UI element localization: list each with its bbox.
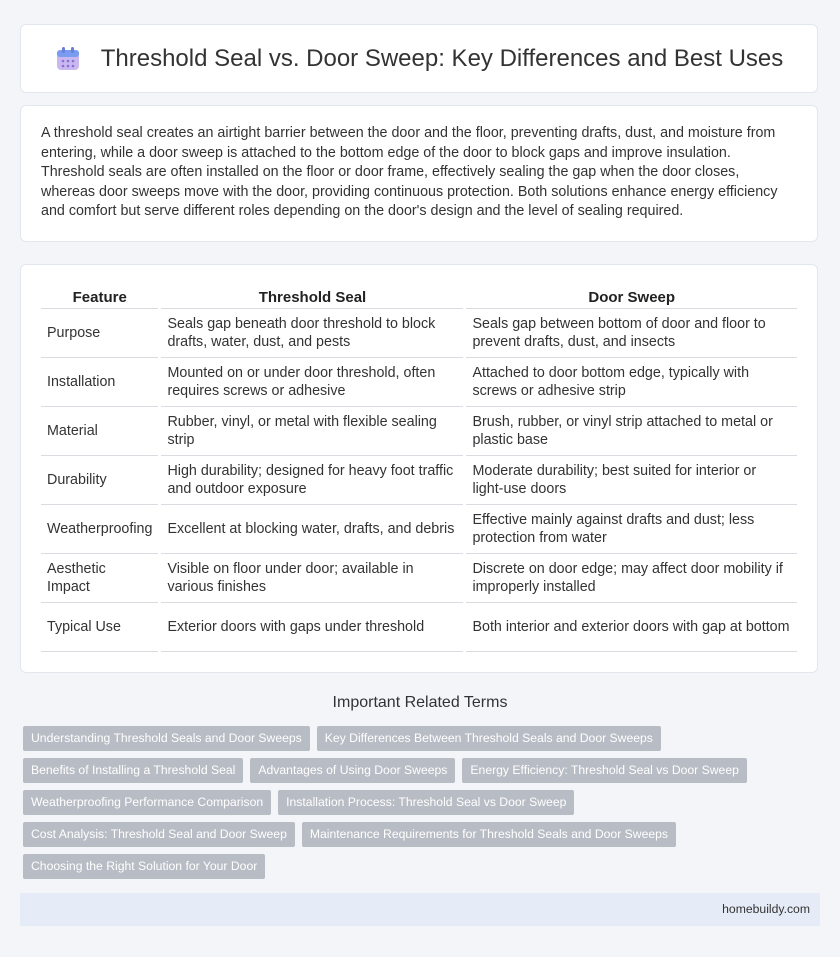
header-threshold-seal: Threshold Seal: [161, 285, 463, 309]
table-row: [41, 603, 797, 652]
door-sweep-cell: Effective mainly against drafts and dust; less protection from water: [466, 505, 797, 554]
calendar-icon: [55, 46, 81, 72]
table-row: [41, 456, 797, 505]
comparison-table: [38, 285, 800, 652]
comparison-table-card: [20, 264, 818, 673]
table-row: [41, 554, 797, 603]
door-sweep-cell: Brush, rubber, or vinyl strip attached to metal or plastic base: [466, 407, 797, 456]
threshold-seal-cell: Mounted on or under door threshold, often requires screws or adhesive: [161, 358, 463, 407]
feature-cell: Durability: [41, 456, 158, 505]
related-term-tag[interactable]: Energy Efficiency: Threshold Seal vs Door Sweep: [462, 758, 747, 783]
related-term-tag[interactable]: Benefits of Installing a Threshold Seal: [23, 758, 243, 783]
related-terms-title: Important Related Terms: [332, 694, 508, 711]
door-sweep-cell: Seals gap between bottom of door and floor to prevent drafts, dust, and insects: [466, 309, 797, 358]
related-term-tag[interactable]: Cost Analysis: Threshold Seal and Door Sweep: [23, 822, 295, 847]
intro-text: A threshold seal creates an airtight barrier between the door and the floor, preventing drafts, dust, and moisture from entering, while a door sweep is attached to the bottom edge of the door to block gaps and improve insulation. Threshold seals are often installed on the floor or door frame, effectively sealing the gap when the door closes, whereas door sweeps move with the door, providing continuous protection. Both solutions enhance energy efficiency and comfort but serve different roles depending on the door's design and the level of sealing required.: [41, 125, 778, 220]
threshold-seal-cell: Exterior doors with gaps under threshold: [161, 603, 463, 652]
related-term-tag[interactable]: Choosing the Right Solution for Your Door: [23, 854, 265, 879]
feature-cell: Weatherproofing: [41, 505, 158, 554]
title-card: [20, 24, 818, 93]
related-term-tag[interactable]: Maintenance Requirements for Threshold Seals and Door Sweeps: [302, 822, 676, 847]
header-feature: Feature: [41, 285, 158, 309]
footer-site[interactable]: homebuildy.com: [722, 902, 810, 916]
related-term-tag[interactable]: Understanding Threshold Seals and Door Sweeps: [23, 726, 310, 751]
table-row: [41, 407, 797, 456]
feature-cell: Aesthetic Impact: [41, 554, 158, 603]
feature-cell: Typical Use: [41, 603, 158, 652]
threshold-seal-cell: Rubber, vinyl, or metal with flexible sealing strip: [161, 407, 463, 456]
related-term-tag[interactable]: Installation Process: Threshold Seal vs Door Sweep: [278, 790, 574, 815]
door-sweep-cell: Attached to door bottom edge, typically with screws or adhesive strip: [466, 358, 797, 407]
related-term-tag[interactable]: Advantages of Using Door Sweeps: [250, 758, 455, 783]
table-header-row: [41, 285, 797, 309]
table-row: [41, 505, 797, 554]
intro-card: [20, 105, 818, 242]
related-term-tag[interactable]: Weatherproofing Performance Comparison: [23, 790, 271, 815]
footer: [20, 893, 820, 926]
table-row: [41, 309, 797, 358]
related-term-tag[interactable]: Key Differences Between Threshold Seals and Door Sweeps: [317, 726, 661, 751]
table-row: [41, 358, 797, 407]
door-sweep-cell: Discrete on door edge; may affect door mobility if improperly installed: [466, 554, 797, 603]
threshold-seal-cell: Excellent at blocking water, drafts, and debris: [161, 505, 463, 554]
feature-cell: Material: [41, 407, 158, 456]
threshold-seal-cell: Seals gap beneath door threshold to block drafts, water, dust, and pests: [161, 309, 463, 358]
threshold-seal-cell: High durability; designed for heavy foot traffic and outdoor exposure: [161, 456, 463, 505]
door-sweep-cell: Moderate durability; best suited for interior or light-use doors: [466, 456, 797, 505]
feature-cell: Purpose: [41, 309, 158, 358]
related-terms-list: [23, 726, 823, 886]
door-sweep-cell: Both interior and exterior doors with gap at bottom: [466, 603, 797, 652]
threshold-seal-cell: Visible on floor under door; available in various finishes: [161, 554, 463, 603]
page-title: Threshold Seal vs. Door Sweep: Key Differences and Best Uses: [100, 44, 784, 72]
header-door-sweep: Door Sweep: [466, 285, 797, 309]
feature-cell: Installation: [41, 358, 158, 407]
